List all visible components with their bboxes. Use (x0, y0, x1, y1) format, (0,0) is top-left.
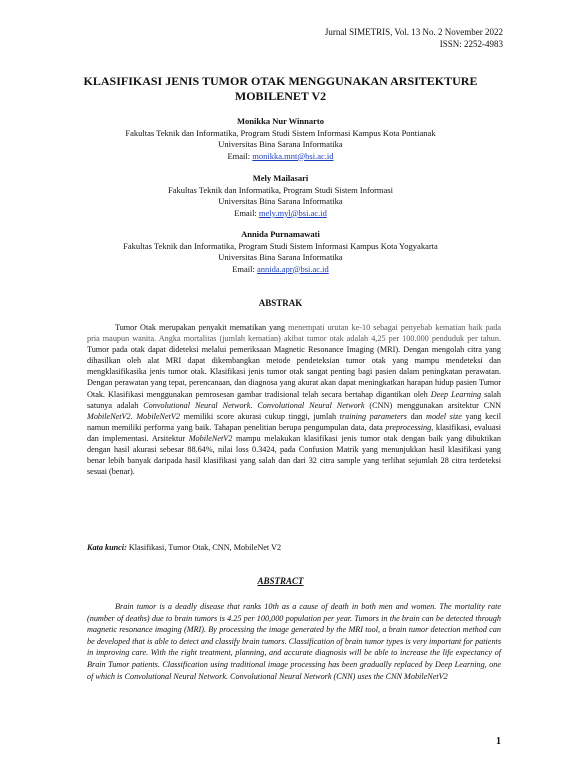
abstrak-text: menempati urutan ke-10 sebagai penyebab kematian baik pada pria maupun wanita. Angka mortalitas (jumlah kematian) akibat tumor otak adalah 4,25 per 100.000 penduduk per tahun. (87, 323, 501, 344)
author-affiliation: Fakultas Teknik dan Informatika, Program Studi Sistem Informasi Kampus Kota Yogyakarta (123, 240, 438, 251)
abstrak-text: , klasifikasi, evaluasi dan implementasi. Arsitektur (87, 422, 501, 443)
abstrak-body (87, 322, 501, 477)
paper-title: KLASIFIKASI JENIS TUMOR OTAK MENGGUNAKAN ARSITEKTURE MOBILENET V2 (83, 74, 478, 103)
abstrak-term: training parameters (339, 411, 407, 421)
email-label: Email: (234, 207, 259, 218)
author-block (50, 229, 511, 275)
abstrak-term: MobileNetV2 (87, 411, 131, 421)
abstrak-heading: ABSTRAK (258, 298, 303, 308)
email-label: Email: (232, 263, 257, 274)
author-affiliation: Fakultas Teknik dan Informatika, Program Studi Sistem Informasi (168, 184, 393, 195)
author-email-line (50, 264, 511, 276)
page-number: 1 (496, 736, 501, 747)
abstrak-paragraph (87, 322, 501, 477)
author-affiliation: Fakultas Teknik dan Informatika, Program Studi Sistem Informasi Kampus Kota Pontianak (125, 127, 436, 138)
author-email-link[interactable]: annida.apr@bsi.ac.id (257, 263, 329, 274)
author-name: Annida Purnamawati (241, 229, 320, 239)
author-block (50, 173, 511, 219)
abstrak-term: Convolutional Neural Network (143, 400, 251, 410)
author-name: Monikka Nur Winnarto (237, 116, 324, 126)
keywords (87, 542, 501, 553)
journal-name: Jurnal SIMETRIS, Vol. 13 No. 2 November 2022 (324, 27, 503, 37)
journal-header (325, 26, 503, 50)
abstract-heading: ABSTRACT (257, 576, 304, 586)
keywords-label: Kata kunci: (87, 543, 127, 552)
author-university: Universitas Bina Sarana Informatika (218, 252, 343, 262)
author-email-line (50, 208, 511, 220)
abstrak-text: yang kecil namun memiliki performa yang baik. Tahapan penelitian berupa pengumpulan data, data (87, 411, 501, 432)
abstrak-text: (CNN) menggunakan arsitektur CNN (364, 400, 502, 410)
abstrak-text: . (130, 411, 137, 421)
author-name: Mely Mailasari (252, 173, 309, 183)
abstrak-text: Tumor Otak merupakan penyakit mematikan yang (115, 323, 289, 332)
abstrak-text: mampu melakukan klasifikasi jenis tumor otak dengan baik yang dibuktikan dengan hasil akurasi sebesar 88.64%, nilai loss 0.3424, pada Confusion Matrik yang menunjukkan hasil klasifikasi yang benar lebih banyak daripada hasil klasifikasi yang salah dan dari 32 citra sample yang terlihat sejumlah 28 citra terdeteksi sesuai (benar). (87, 433, 501, 477)
abstrak-term: model size (426, 411, 462, 421)
abstrak-text: memiliki score akurasi cukup tinggi, jumlah (179, 411, 340, 421)
author-university: Universitas Bina Sarana Informatika (218, 196, 343, 206)
abstract-paragraph: Brain tumor is a deadly disease that ranks 10th as a cause of death in both men and women. The mortality rate (number of deaths) due to brain tumors is 4.25 per 100,000 population per year. Tumors in the brain can be detected through magnetic resonance imaging (MRI). By processing the image generated by the MRI tool, a brain tumor detection method can be developed that is able to detect and classify brain tumors. Classification of brain tumor types is very important for patients in improving care. With the right treatment, planning, and accurate diagnosis will be able to increase the life expectancy of Brain Tumor patients. Classification using traditional image processing has been gradually replaced by Deep Learning, one of which is Convolutional Neural Network. Convolutional Neural Network (CNN) uses the CNN MobileNetV2 (87, 602, 501, 681)
abstrak-term: preprocessing (385, 422, 432, 432)
abstrak-term: MobileNetV2 (136, 411, 180, 421)
abstrak-term: Convolutional Neural Network (257, 400, 365, 410)
keywords-text: Klasifikasi, Tumor Otak, CNN, MobileNet V2 (126, 543, 282, 552)
abstrak-text: dan (406, 411, 427, 421)
author-email-link[interactable]: mely.myl@bsi.ac.id (258, 207, 327, 218)
journal-issn: ISSN: 2252-4983 (439, 39, 503, 49)
author-university: Universitas Bina Sarana Informatika (218, 139, 343, 149)
author-email-line (50, 151, 511, 163)
abstrak-text: . (250, 400, 258, 410)
abstrak-term: Deep Learning (430, 389, 482, 399)
abstrak-term: MobileNetV2 (188, 433, 233, 443)
author-email-link[interactable]: monikka.mnt@bsi.ac.id (252, 150, 334, 161)
abstrak-text: salah satunya adalah (87, 389, 501, 410)
abstract-body (87, 601, 501, 682)
email-label: Email: (227, 150, 253, 161)
author-block (50, 116, 511, 162)
abstrak-text: Tumor pada otak dapat dideteksi melalui pemeriksaan Magnetic Resonance Imaging (MRI). Dengan mengolah citra yang dihasilkan oleh alat MRI dapat dikembangkan metode pendeteksian tumor otak yang mampu mendeteksi dan mengklasifikasika jenis tumor otak. Klasifikasi jenis tumor otak sangat penting bagi pasien dalam peningkatan perawatan. Dengan perawatan yang tepat, perencanaan, dan diagnosa yang akurat akan dapat meningkatkan harapan hidup pasien Tumor Otak. Klasifikasi menggunakan pemrosesan gambar tradisional telah secara bertahap digantikan oleh (87, 345, 501, 399)
